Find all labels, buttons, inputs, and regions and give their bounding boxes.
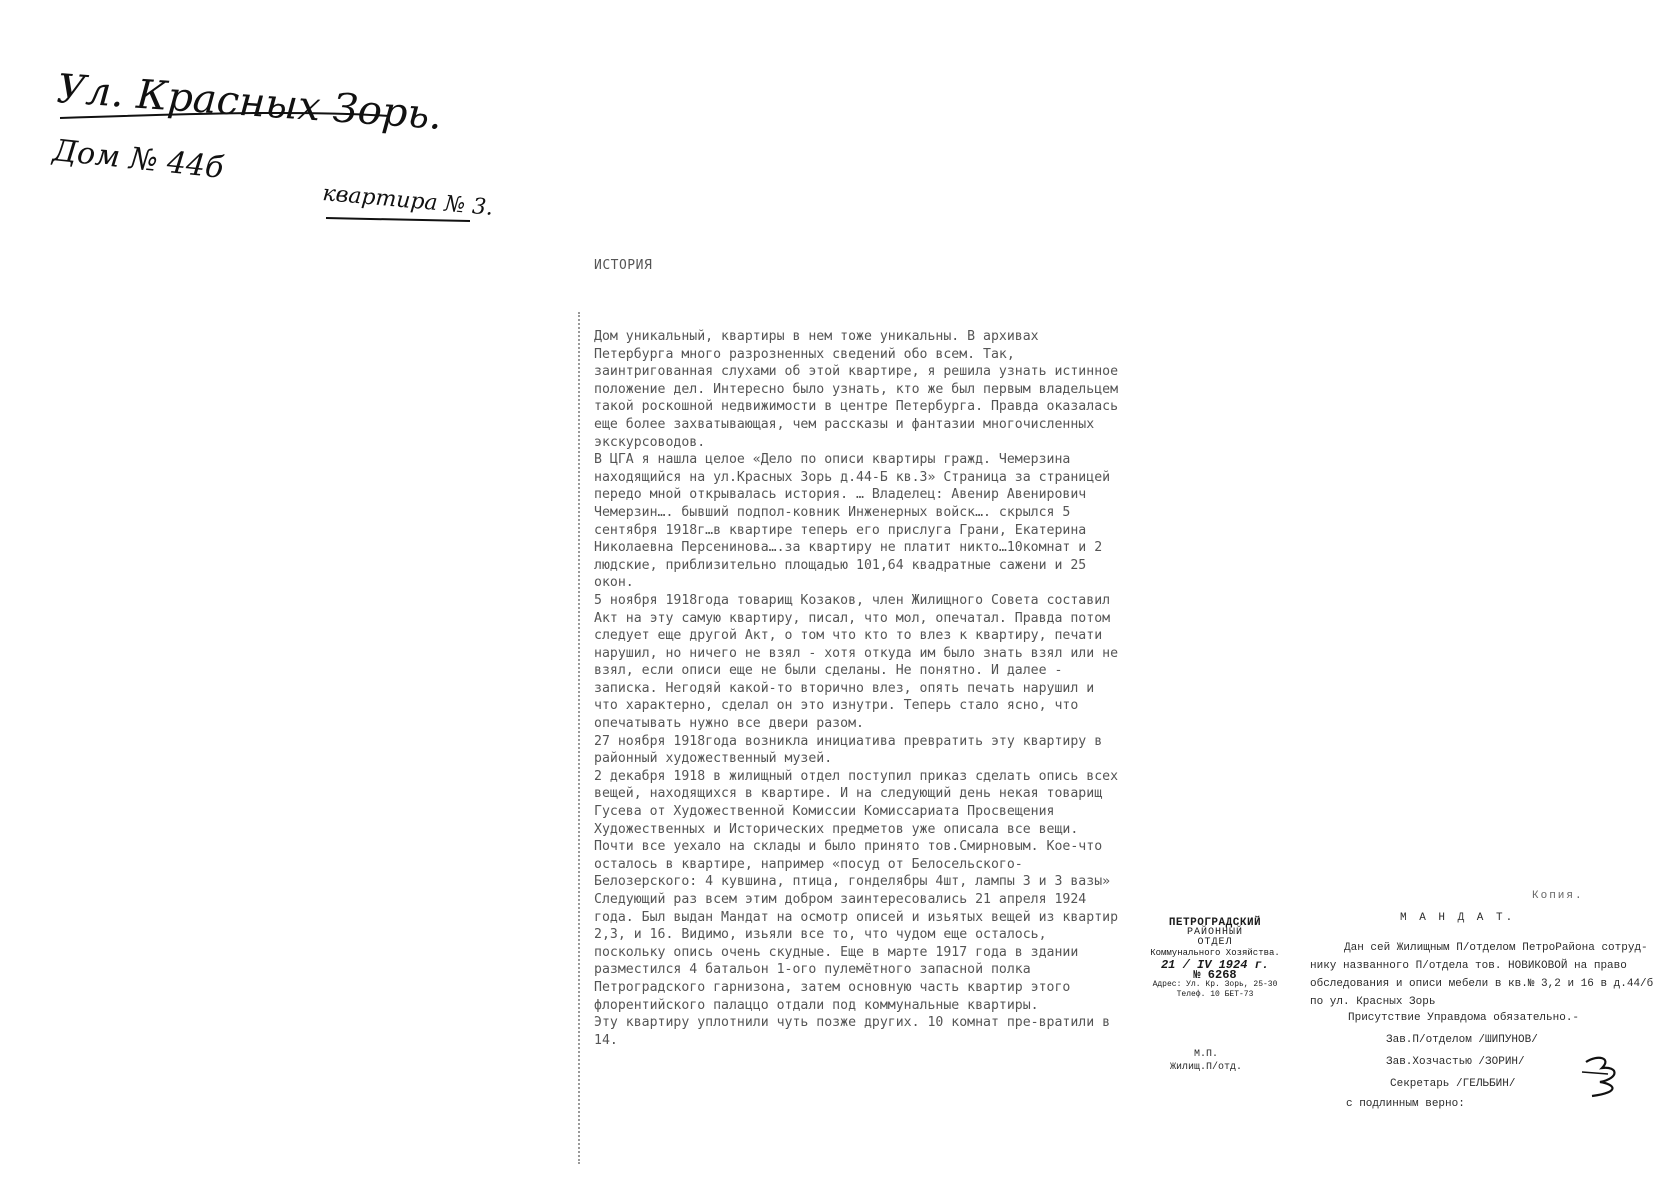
seal-place-line-2: Жилищ.П/отд. (1170, 1062, 1243, 1073)
archival-mandate-document (1150, 880, 1660, 1120)
stamp-line-2: РАЙОННЫЙ (1186, 927, 1243, 938)
handwritten-signature (1578, 1052, 1638, 1100)
signatory-head: Зав.П/отделом /ШИПУНОВ/ (1386, 1034, 1538, 1046)
stamp-line-1: ПЕТРОГРАДСКИЙ (1168, 917, 1262, 929)
mandate-body-line-3: обследования и описи мебели в кв.№ 3,2 и 16 в д.44/б (1310, 978, 1654, 990)
district-stamp (1150, 918, 1280, 1018)
stamp-phone: Телеф. 10 БЕТ-73 (1176, 990, 1254, 999)
mandate-title: М А Н Д А Т. (1400, 912, 1516, 924)
handwritten-address-note (40, 30, 500, 240)
dotted-divider (578, 312, 580, 1164)
paragraph-archive: В ЦГА я нашла целое «Дело по описи квартиры гражд. Чемерзина находящийся на ул.Красных Зорь д.44-Б кв.3» Страница за страницей передо мной открывалась история. … Владелец: Авенир Авенирович Чемерзин…. бывший подпол-ковник Инженерных войск…. скрылся 5 сентября 1918г…в квартире теперь его прислуга Грани, Екатерина Николаевна Персенинова….за квартиру не платит никто…10комнат и 2 людские, приблизительно площадью 101,64 квадратные сажени и 25 окон. (594, 452, 1111, 591)
stamp-address: Адрес: Ул. Кр. Зорь, 25-30 (1152, 980, 1278, 989)
handwritten-apartment-number: квартира № 3. (321, 181, 495, 221)
stamp-line-3: ОТДЕЛ (1197, 937, 1233, 948)
mandate-body-line-2: нику названного П/отдела тов. НОВИКОВОЙ на право (1310, 960, 1627, 972)
handwritten-underline-apartment (326, 218, 470, 221)
presence-note: Присутствие Управдома обязательно.- (1348, 1012, 1580, 1024)
paragraph-act: 5 ноября 1918года товарищ Козаков, член Жилищного Совета составил Акт на эту самую квартиру, писал, что мол, опечатал. Правда потом следует еще другой Акт, о том что кто то влез к квартиру, печати нарушил, но ничего не взял - хотя откуда им было знать взял или не взял, если описи еще не были сделаны. Не понятно. И далее - записка. Негодяй какой-то вторично влез, опять печать нарушил и что характерно, сделал он это изнутри. Теперь стало ясно, что опечатывать нужно все двери разом. (594, 592, 1119, 732)
stamp-date: 21 / IV 1924 г. (1160, 958, 1270, 972)
history-body (594, 328, 1124, 1049)
paragraph-intro: Дом уникальный, квартиры в нем тоже уникальны. В архивах Петербурга много разрозненных сведений обо всем. Так, заинтригованная слухами об этой квартире, я решила узнать истинное положение дел. Интересно было узнать, кто же был первым владельцем такой роскошной недвижимости в центре Петербурга. Правда оказалась еще более захватывающая, чем рассказы и фантазии многочисленных экскурсоводов. (594, 329, 1119, 450)
signatory-household: Зав.Хозчастью /ЗОРИН/ (1386, 1056, 1525, 1068)
signatory-secretary: Секретарь /ГЕЛЬБИН/ (1390, 1078, 1516, 1090)
copy-mark: Копия. (1532, 890, 1584, 902)
stamp-line-4: Коммунального Хозяйства. (1150, 948, 1280, 958)
certified-copy-note: с подлинным верно: (1346, 1098, 1465, 1110)
handwritten-street: Ул. Красных Зорь. (55, 66, 444, 139)
paragraph-inventory: 2 декабря 1918 в жилищный отдел поступил приказ сделать опись всех вещей, находящихся в квартире. И на следующий день некая товарищ Гусева от Художественной Комиссии Комиссариата Просвещения Художественных и Исторических предметов уже описала все вещи. Почти все уехало на склады и было принято тов.Смирновым. Кое-что осталось в квартире, например «посуд от Белосельского-Белозерского: 4 кувшина, птица, гонделябры 4шт, лампы 3 и 3 вазы» (594, 768, 1119, 890)
paragraph-museum: 27 ноября 1918года возникла инициатива превратить эту квартиру в районный художественный музей. (594, 733, 1103, 767)
handwritten-note-drawing (40, 30, 500, 240)
handwritten-house-number: Дом № 44б (51, 133, 226, 186)
paragraph-consolidation: Эту квартиру уплотнили чуть позже других. 10 комнат пре-вратили в 14. (594, 1015, 1111, 1048)
paragraph-mandate: Следующий раз всем этим добром заинтересовались 21 апреля 1924 года. Был выдан Мандат на осмотр описей и изьятых вещей из квартир 2,3, и 16. Видимо, изьяли все то, что чудом еще осталось, поскольку опись очень скудные. Еще в марте 1917 года в здании разместился 4 батальон 1-ого пулемётного запасной полка Петроградского гарнизона, затем основную часть квартир этого флорентийского палаццо отдали под коммунальные квартиры. (594, 892, 1119, 1013)
stamp-number: № 6268 (1193, 968, 1237, 982)
mandate-body-line-4: по ул. Красных Зорь (1310, 996, 1436, 1008)
mandate-body-line-1: Дан сей Жилищным П/отделом ПетроРайона сотруд- (1344, 942, 1648, 954)
seal-place-line-1: М.П. (1194, 1049, 1219, 1060)
seal-place (1170, 1048, 1242, 1074)
section-label: ИСТОРИЯ (594, 258, 653, 273)
